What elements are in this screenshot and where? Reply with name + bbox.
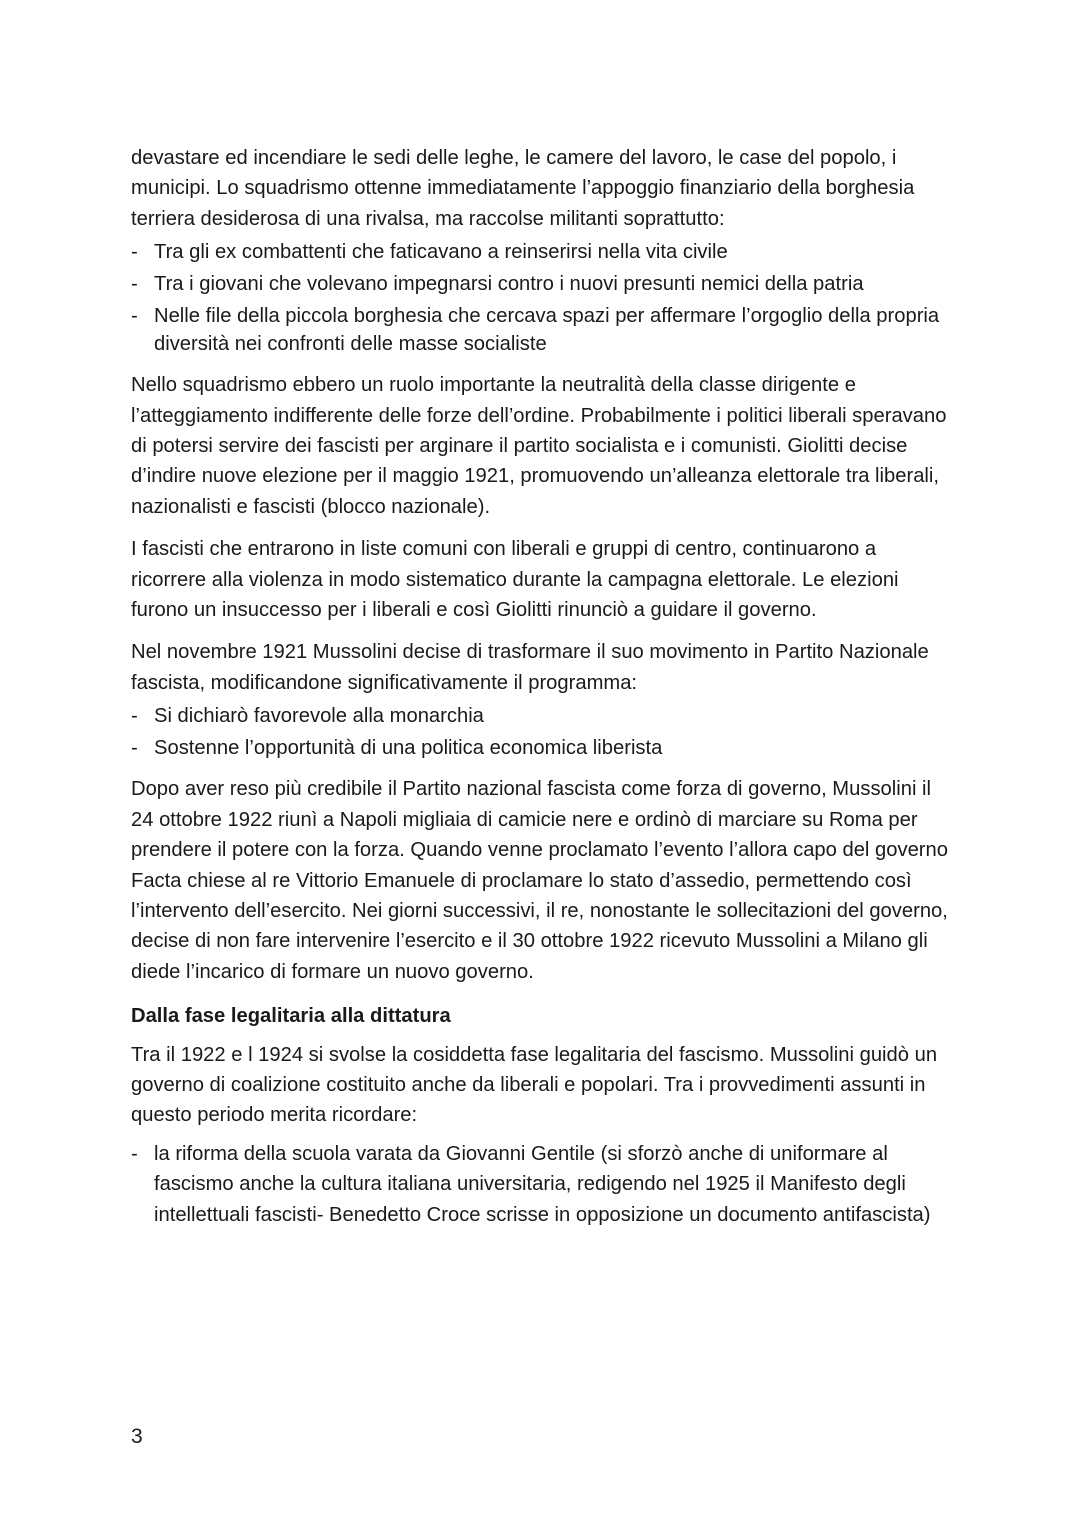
paragraph-fase-legalitaria: Tra il 1922 e l 1924 si svolse la cosiddetta fase legalitaria del fascismo. Mussolini guidò un governo di coalizione costituito anche da liberali e popolari. Tra i provvedimenti assunti in questo periodo merita ricordare: xyxy=(131,1043,938,1127)
document-page xyxy=(131,143,951,1234)
list-item xyxy=(131,270,951,298)
list-militanti xyxy=(131,238,951,358)
dash-bullet-icon: - xyxy=(131,273,138,296)
list-item xyxy=(131,302,951,358)
list-item-text: Tra gli ex combattenti che faticavano a reinserirsi nella vita civile xyxy=(154,241,728,264)
list-item xyxy=(131,734,951,762)
paragraph-partito-nazionale: Nel novembre 1921 Mussolini decise di trasformare il suo movimento in Partito Nazionale fascista, modificandone significativamente il programma: xyxy=(131,641,929,694)
dash-bullet-icon: - xyxy=(131,241,138,264)
paragraph-elezioni: I fascisti che entrarono in liste comuni con liberali e gruppi di centro, continuarono a ricorrere alla violenza in modo sistematico durante la campagna elettorale. Le elezioni furono un insuccesso per i liberali e così Giolitti rinunciò a guidare il governo. xyxy=(131,538,899,622)
paragraph-squadrismo-intro: devastare ed incendiare le sedi delle leghe, le camere del lavoro, le case del popolo, i municipi. Lo squadrismo ottenne immediatamente l’appoggio finanziario della borghesia terriera desiderosa di una rivalsa, ma raccolse militanti soprattutto: xyxy=(131,147,915,230)
list-item-text: Si dichiarò favorevole alla monarchia xyxy=(154,705,484,728)
dash-bullet-icon: - xyxy=(131,705,138,728)
list-item-text: la riforma della scuola varata da Giovanni Gentile (si sforzò anche di uniformare al fascismo anche la cultura italiana universitaria, redigendo nel 1925 il Manifesto degli intellettuali fascisti- Benedetto Croce scrisse in opposizione un documento antifascista) xyxy=(154,1142,931,1226)
dash-bullet-icon: - xyxy=(131,305,138,328)
list-item-text: Sostenne l’opportunità di una politica economica liberista xyxy=(154,737,663,760)
section-heading: Dalla fase legalitaria alla dittatura xyxy=(131,1005,451,1028)
paragraph-neutralita: Nello squadrismo ebbero un ruolo importante la neutralità della classe dirigente e l’atteggiamento indifferente delle forze dell’ordine. Probabilmente i politici liberali speravano di potersi servire dei fascisti per arginare il partito socialista e i comunisti. Giolitti decise d’indire nuove elezione per il maggio 1921, promuovendo un’alleanza elettorale tra liberali, nazionalisti e fascisti (blocco nazionale). xyxy=(131,374,947,518)
list-item-text: Nelle file della piccola borghesia che cercava spazi per affermare l’orgoglio della propria diversità nei confronti delle masse socialiste xyxy=(154,305,940,356)
dash-bullet-icon: - xyxy=(131,737,138,760)
paragraph-marcia-su-roma: Dopo aver reso più credibile il Partito nazional fascista come forza di governo, Mussolini il 24 ottobre 1922 riunì a Napoli migliaia di camicie nere e ordinò di marciare su Roma per prendere il potere con la forza. Quando venne proclamato l’evento l’allora capo del governo Facta chiese al re Vittorio Emanuele di proclamare lo stato d’assedio, permettendo così l’intervento dell’esercito. Nei giorni successivi, il re, nonostante le sollecitazioni del governo, decise di non fare intervenire l’esercito e il 30 ottobre 1922 ricevuto Mussolini a Milano gli diede l’incarico di formare un nuovo governo. xyxy=(131,778,948,983)
list-item xyxy=(131,238,951,266)
list-programma xyxy=(131,702,951,762)
list-item-text: Tra i giovani che volevano impegnarsi contro i nuovi presunti nemici della patria xyxy=(154,273,864,296)
dash-bullet-icon: - xyxy=(131,1142,138,1165)
list-item xyxy=(131,702,951,730)
list-provvedimenti xyxy=(131,1139,951,1230)
page-number: 3 xyxy=(131,1425,143,1448)
list-item xyxy=(131,1139,951,1230)
